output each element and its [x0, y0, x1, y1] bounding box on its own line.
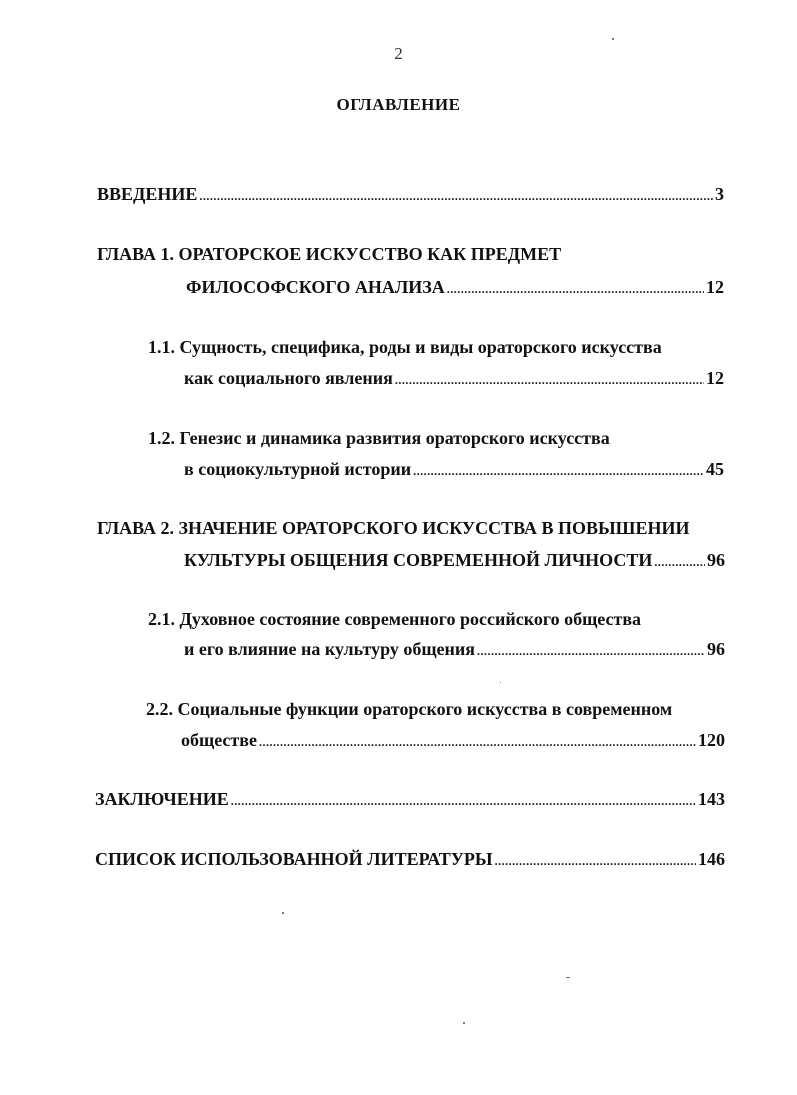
toc-entry-label: обществе — [181, 730, 257, 750]
toc-entry-page: 12 — [706, 368, 724, 388]
toc-entry-label: КУЛЬТУРЫ ОБЩЕНИЯ СОВРЕМЕННОЙ ЛИЧНОСТИ — [184, 550, 653, 570]
toc-entry-page: 3 — [715, 184, 724, 204]
toc-entry-intro — [97, 183, 724, 207]
dot-leader — [259, 731, 696, 753]
scan-speck — [282, 912, 284, 914]
toc-entry-label: ГЛАВА 1. ОРАТОРСКОЕ ИСКУССТВО КАК ПРЕДМЕТ — [97, 244, 562, 264]
page-number: 2 — [394, 44, 403, 63]
toc-entry-label: 2.1. Духовное состояние современного российского общества — [148, 609, 642, 629]
toc-entry-label: 2.2. Социальные функции ораторского искусства в современном — [146, 699, 673, 719]
toc-entry-section21-line1 — [148, 608, 728, 630]
toc-entry-page: 12 — [706, 277, 724, 297]
toc-entry-bibliography — [95, 848, 725, 872]
toc-entry-chapter1-line2 — [186, 276, 724, 300]
toc-entry-section11-line2 — [184, 367, 724, 391]
dot-leader — [413, 460, 704, 482]
toc-entry-conclusion — [95, 788, 725, 812]
toc-entry-page: 143 — [698, 789, 725, 809]
scan-speck — [500, 682, 501, 683]
toc-entry-section11-line1 — [148, 336, 728, 358]
toc-entry-label: ГЛАВА 2. ЗНАЧЕНИЕ ОРАТОРСКОГО ИСКУССТВА В ПОВЫШЕНИИ — [97, 518, 690, 538]
toc-entry-label: в социокультурной истории — [184, 459, 412, 479]
toc-entry-page: 96 — [707, 639, 725, 659]
toc-entry-page: 146 — [698, 849, 725, 869]
dot-leader — [477, 640, 705, 662]
dot-leader — [395, 369, 704, 391]
dot-leader — [199, 185, 713, 207]
toc-entry-label: ЗАКЛЮЧЕНИЕ — [95, 789, 229, 809]
toc-entry-section22-line2 — [181, 729, 725, 753]
toc-entry-label: 1.2. Генезис и динамика развития ораторского искусства — [148, 428, 610, 448]
scan-speck — [566, 977, 570, 978]
toc-entry-label: и его влияние на культуру общения — [184, 639, 476, 659]
toc-entry-label: СПИСОК ИСПОЛЬЗОВАННОЙ ЛИТЕРАТУРЫ — [95, 849, 493, 869]
dot-leader — [447, 278, 704, 300]
scan-speck — [612, 38, 614, 40]
dot-leader — [654, 551, 705, 573]
toc-entry-section21-line2 — [184, 638, 725, 662]
toc-entry-label: как социального явления — [184, 368, 393, 388]
toc-entry-section22-line1 — [146, 698, 736, 720]
toc-entry-chapter1-line1 — [97, 243, 717, 265]
toc-entry-section12-line1 — [148, 427, 708, 449]
toc-entry-page: 96 — [707, 550, 725, 570]
toc-entry-label: ФИЛОСОФСКОГО АНАЛИЗА — [186, 277, 445, 297]
toc-entry-page: 120 — [698, 730, 725, 750]
toc-entry-chapter2-line2 — [184, 549, 725, 573]
toc-entry-page: 45 — [706, 459, 724, 479]
toc-entry-label: 1.1. Сущность, специфика, роды и виды ораторского искусства — [148, 337, 662, 357]
dot-leader — [495, 850, 696, 872]
toc-entry-section12-line2 — [184, 458, 724, 482]
dot-leader — [231, 790, 696, 812]
toc-entry-label: ВВЕДЕНИЕ — [97, 184, 198, 204]
toc-entry-chapter2-line1 — [97, 517, 737, 539]
scan-speck — [463, 1022, 465, 1024]
toc-title: ОГЛАВЛЕНИЕ — [336, 95, 461, 114]
